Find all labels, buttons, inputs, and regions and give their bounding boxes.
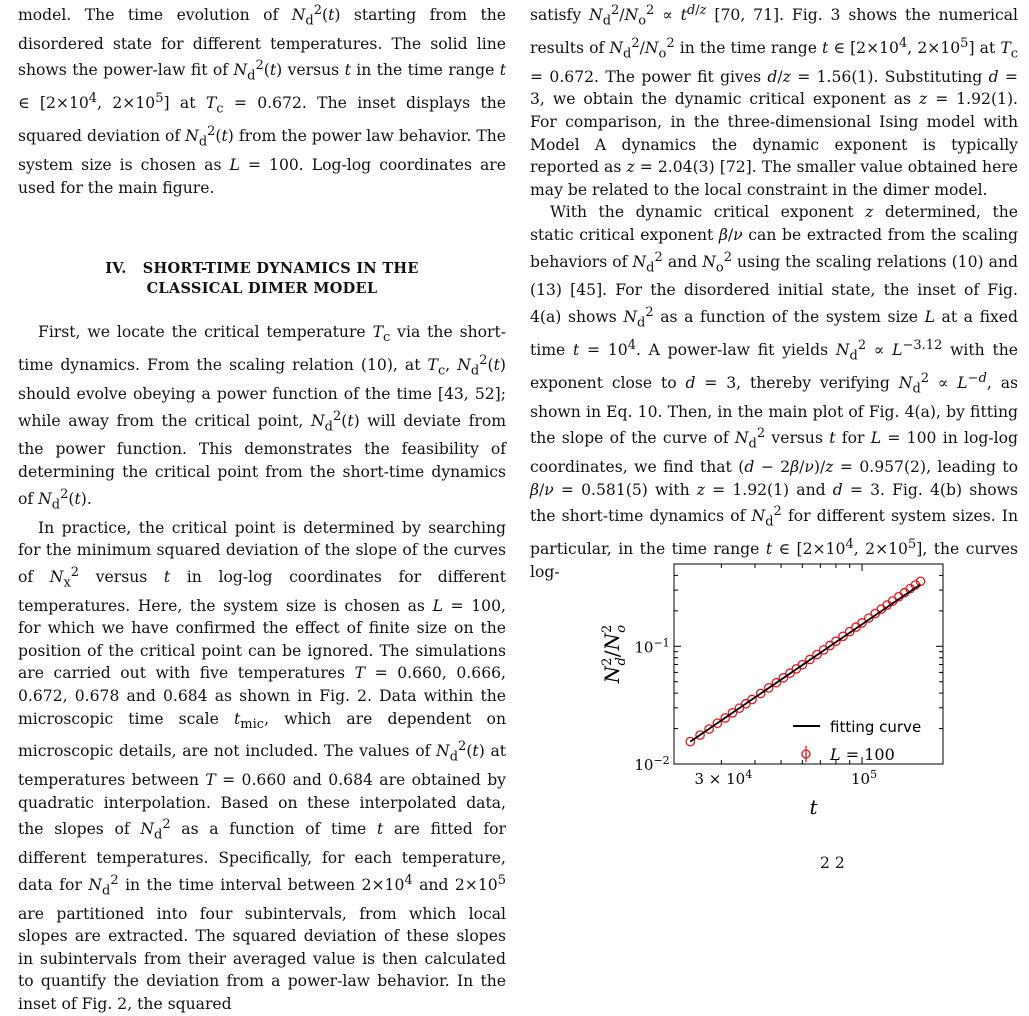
figure-3-caption-fragment	[820, 852, 845, 875]
paragraph: satisfy $N_d^2/N_o^2 \propto t^{d/z}$ [70, 71]. Fig. 3 shows the numerical results of $N_d^2/N_o^2$ in the time range t ∈ [$2\times 10^4$, $2\times 10^5$] at $T_c = 0.672$. The power fit gives d/z = 1.56(1). Substituting d = 3, we obtain the dynamic critical exponent as z = 1.92(1). For comparison, in the three-dimensional Ising model with Model A dynamics the dynamic exponent is typically reported as z = 2.04(3) [72]. The smaller value obtained here may be related to the local constraint in the dimer model.	[530, 3, 1019, 199]
x-tick-label: $3 \times 10^4$	[694, 768, 753, 788]
paragraph: First, we locate the critical temperature $T_c$ via the short-time dynamics. From the scaling relation (10), at $T_c$, $N_d^2(t)$ should evolve obeying a power function of the time [43, 52]; while away from the critical point, $N_d^2(t)$ will deviate from the power function. This demonstrates the feasibility of determining the critical point from the short-time dynamics of $N_d^2(t)$.	[18, 323, 507, 512]
x-tick-label: $10^5$	[850, 768, 878, 788]
right-column	[530, 0, 1018, 584]
y-tick-label: $10^{-1}$	[634, 636, 670, 657]
figure-2-caption-tail: model. The time evolution of $N_d^2(t)$ starting from the disordered state for different temperatures. The solid line shows the power-law fit of $N_d^2(t)$ versus t in the time range t ∈ [$2\times 10^4$, $2\times 10^5$] at $T_c = 0.672$. The inset displays the squared deviation of $N_d^2(t)$ from the power law behavior. The system size is chosen as L = 100. Log-log coordinates are used for the main figure.	[18, 3, 506, 197]
paragraph: With the dynamic critical exponent z determined, the static critical exponent β/ν can be extracted from the scaling behaviors of $N_d^2$ and $N_o^2$ using the scaling relations (10) and (13) [45]. For the disordered initial state, the inset of Fig. 4(a) shows $N_d^2$ as a function of the system size L at a fixed time $t = 10^4$. A power-law fit yields $N_d^2 \propto L^{-3.12}$ with the exponent close to d = 3, thereby verifying $N_d^2 \propto L^{-d}$, as shown in Eq. 10. Then, in the main plot of Fig. 4(a), by fitting the slope of the curve of $N_d^2$ versus t for L = 100 in log-log coordinates, we find that (d − 2β/ν)/z = 0.957(2), leading to β/ν = 0.581(5) with z = 1.92(1) and d = 3. Fig. 4(b) shows the short-time dynamics of $N_d^2$ for different system sizes. In particular, in the time range t ∈ [$2\times 10^4$, $2\times 10^5$], the curves log-	[530, 203, 1019, 582]
figure-3	[598, 520, 1018, 876]
x-axis-label: t	[809, 795, 818, 819]
y-tick-label: $10^{-2}$	[634, 754, 670, 774]
section-heading: IV. SHORT-TIME DYNAMICS IN THE CLASSICAL DIMER MODEL	[105, 260, 419, 298]
legend	[793, 718, 921, 764]
legend-fit-label: fitting curve	[830, 718, 922, 736]
legend-data-label: L = 100	[830, 745, 895, 764]
chart-svg	[598, 520, 1018, 876]
paragraph: In practice, the critical point is determined by searching for the minimum squared deviation of the slope of the curves of $N_x^2$ versus t in log-log coordinates for different temperatures. Here, the system size is chosen as L = 100, for which we have confirmed the effect of finite size on the position of the critical point can be ignored. The simulations are carried out with five temperatures T = 0.660, 0.666, 0.672, 0.678 and 0.684 as shown in Fig. 2. Data within the microscopic time scale $t_{mic}$, which are dependent on microscopic details, are not included. The values of $N_d^2(t)$ at temperatures between T = 0.660 and 0.684 are obtained by quadratic interpolation. Based on these interpolated data, the slopes of $N_d^2$ as a function of time t are fitted for different temperatures. Specifically, for each temperature, data for $N_d^2$ in the time interval between $2\times 10^4$ and $2\times 10^5$ are partitioned into four subintervals, from which local slopes are extracted. The squared deviation of these slopes in subintervals from their averaged value is then calculated to quantify the deviation from a power-law behavior. In the inset of Fig. 2, the squared	[18, 518, 507, 1014]
y-axis-label: $N^2d/N^2o$	[600, 624, 629, 684]
caption-fragment-text: 2 2	[820, 854, 845, 872]
left-column	[18, 0, 506, 1016]
